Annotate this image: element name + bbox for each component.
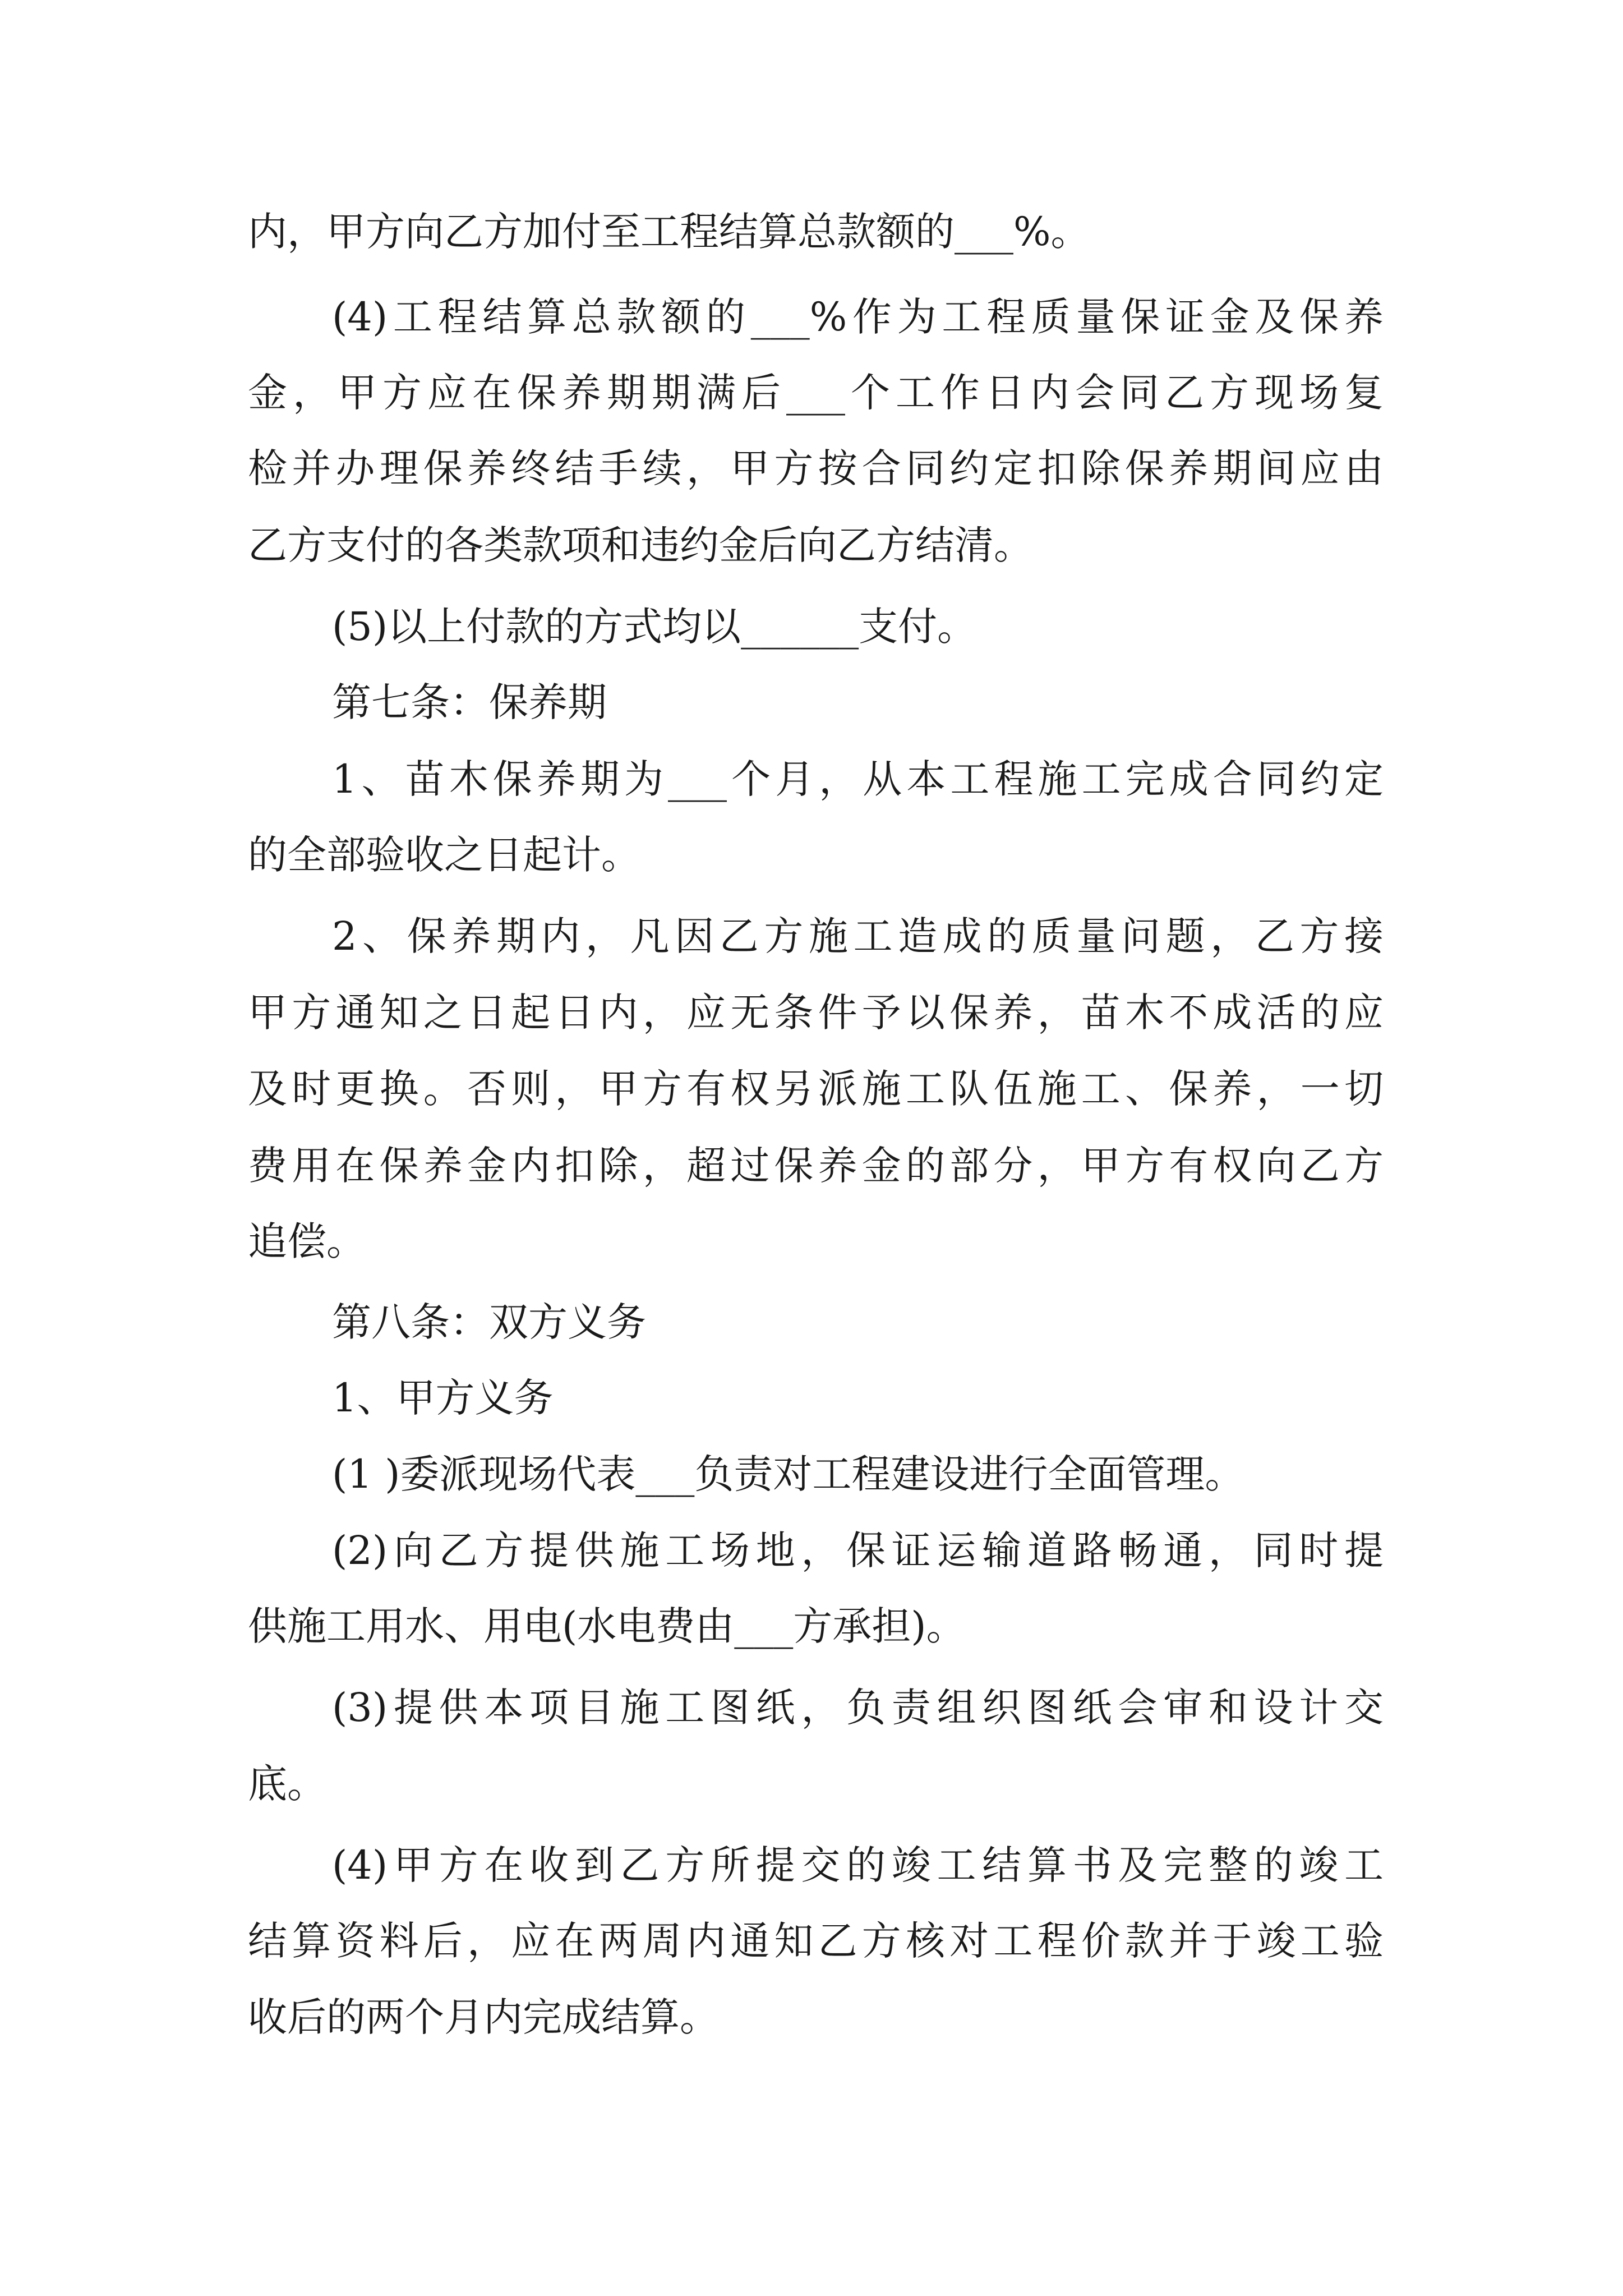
text-line-10: 2、保养期内，凡因乙方施工造成的质量问题，乙方接 xyxy=(332,913,1384,959)
text-line-19: 供施工用水、用电(水电费由___方承担)。 xyxy=(248,1603,966,1649)
text-line-20: (3)提供本项目施工图纸，负责组织图纸会审和设计交 xyxy=(332,1685,1384,1731)
text-line-18: (2)向乙方提供施工场地，保证运输道路畅通，同时提 xyxy=(332,1527,1384,1573)
text-line-11: 甲方通知之日起日内，应无条件予以保养，苗木不成活的应 xyxy=(248,990,1384,1036)
text-line-6: (5)以上付款的方式均以______支付。 xyxy=(332,604,977,650)
text-line-14: 追偿。 xyxy=(248,1218,366,1264)
text-line-8: 1、苗木保养期为___个月，从本工程施工完成合同约定 xyxy=(332,756,1384,802)
text-line-22: (4)甲方在收到乙方所提交的竣工结算书及完整的竣工 xyxy=(332,1842,1384,1888)
text-line-21: 底。 xyxy=(248,1761,326,1807)
text-line-1: 内，甲方向乙方加付至工程结算总款额的___%。 xyxy=(248,209,1090,255)
text-line-3: 金，甲方应在保养期期满后___个工作日内会同乙方现场复 xyxy=(248,370,1384,416)
text-line-23: 结算资料后，应在两周内通知乙方核对工程价款并于竣工验 xyxy=(248,1918,1384,1964)
section-heading-8: 第八条：双方义务 xyxy=(332,1299,646,1345)
text-line-9: 的全部验收之日起计。 xyxy=(248,832,640,878)
subsection-heading: 1、甲方义务 xyxy=(332,1375,554,1421)
text-line-13: 费用在保养金内扣除，超过保养金的部分，甲方有权向乙方 xyxy=(248,1143,1384,1189)
section-heading-7: 第七条：保养期 xyxy=(332,679,607,725)
text-line-17: (1 )委派现场代表___负责对工程建设进行全面管理。 xyxy=(332,1451,1244,1497)
text-line-5: 乙方支付的各类款项和违约金后向乙方结清。 xyxy=(248,522,1033,568)
text-line-24: 收后的两个月内完成结算。 xyxy=(248,1994,719,2040)
text-line-4: 检并办理保养终结手续，甲方按合同约定扣除保养期间应由 xyxy=(248,445,1384,491)
text-line-2: (4)工程结算总款额的___%作为工程质量保证金及保养 xyxy=(332,294,1384,340)
text-line-12: 及时更换。否则，甲方有权另派施工队伍施工、保养，一切 xyxy=(248,1066,1384,1112)
